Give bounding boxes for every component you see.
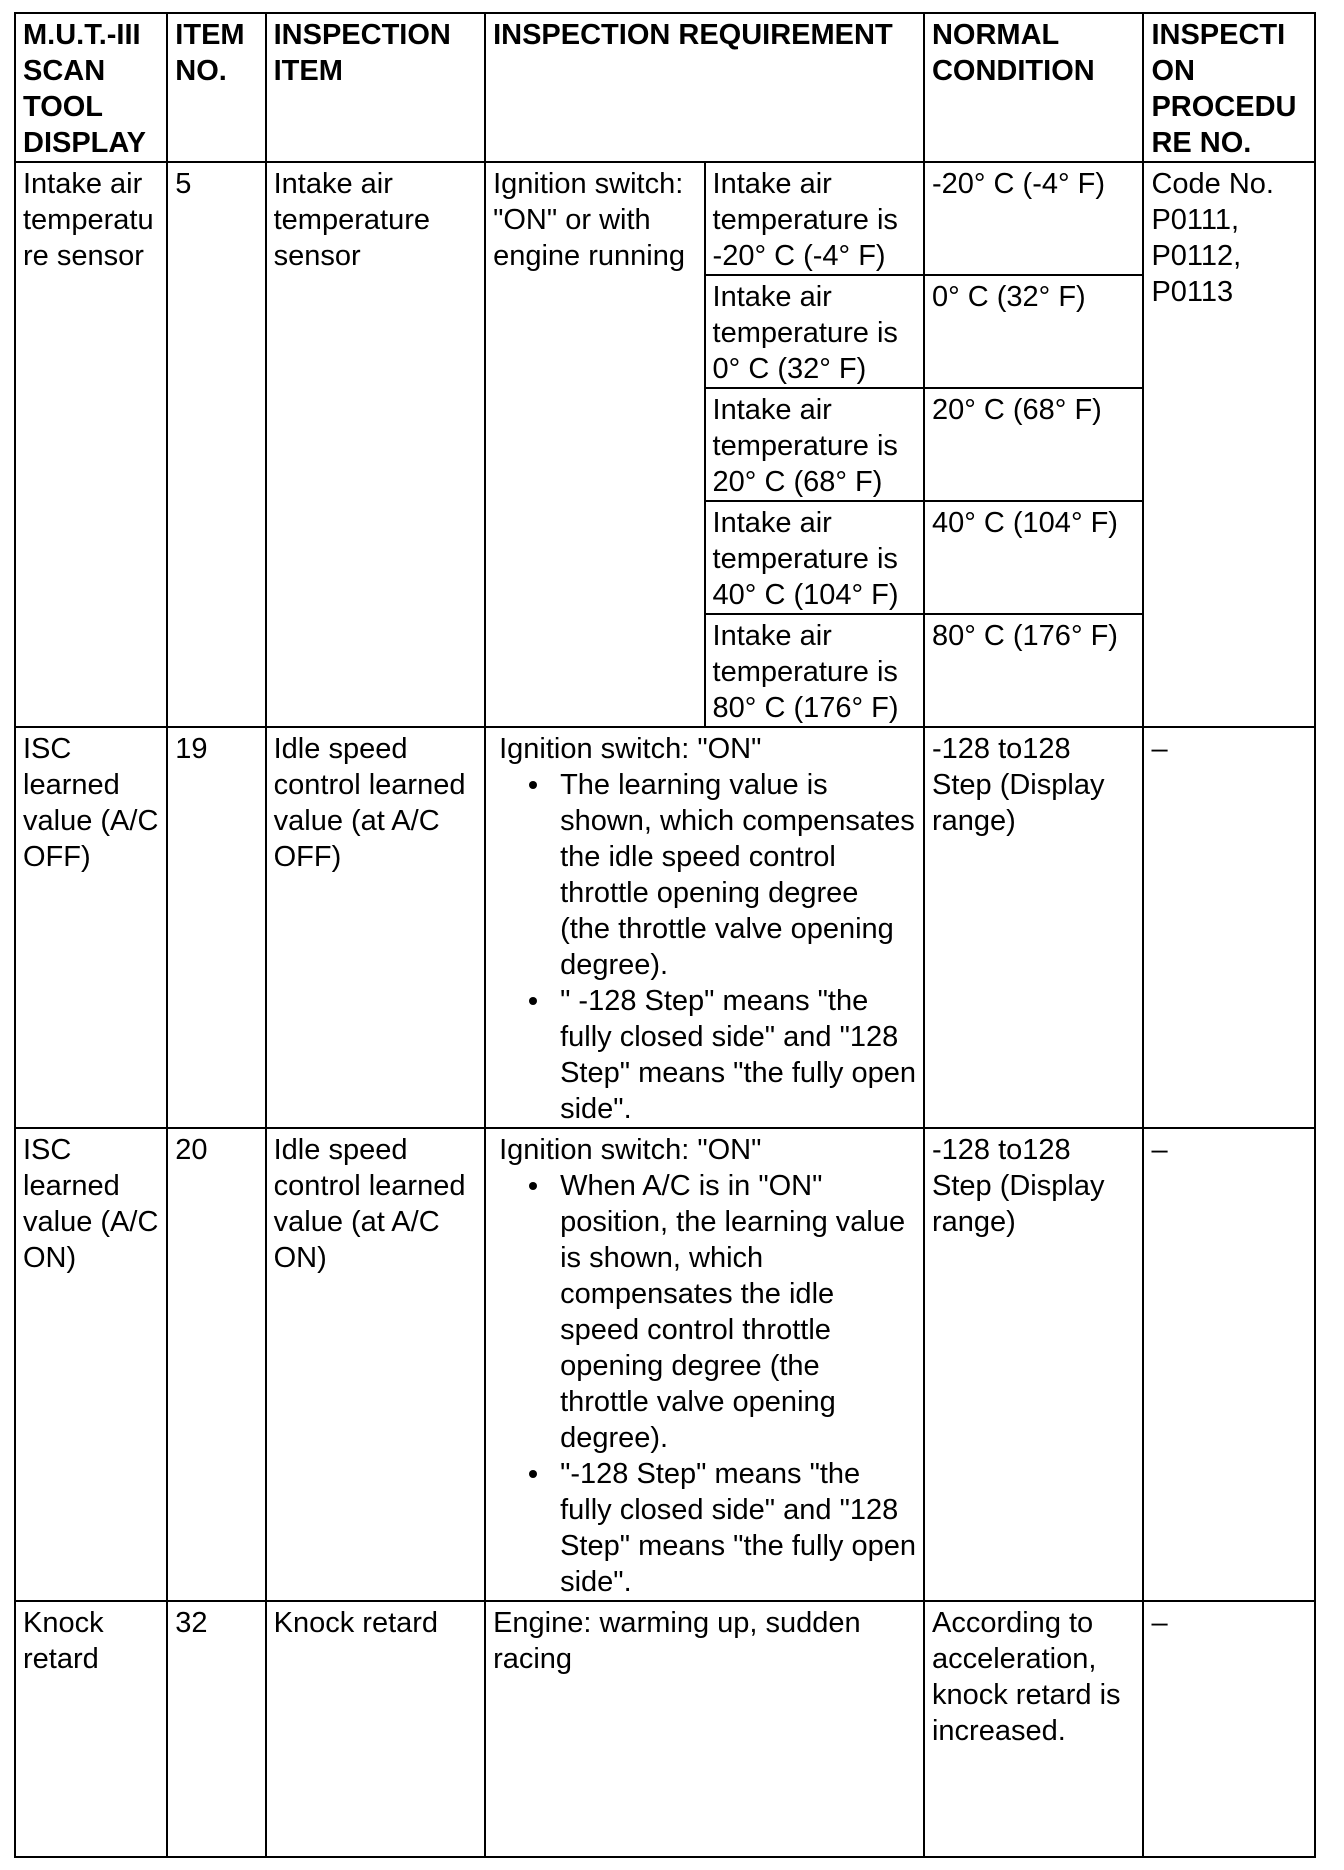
- cell-requirement: [485, 1128, 924, 1601]
- cell-requirement: Engine: warming up, sudden racing: [485, 1601, 924, 1857]
- header-procedure: INSPECTION PROCEDURE NO.: [1143, 13, 1315, 162]
- bullet-icon: [529, 997, 537, 1005]
- bullet-icon: [529, 1182, 537, 1190]
- cell-requirement: Ignition switch: "ON" or with engine running: [485, 162, 704, 727]
- bullet-icon: [529, 781, 537, 789]
- cell-item: Intake air temperature sensor: [266, 162, 485, 727]
- cell-normal: 20° C (68° F): [924, 388, 1143, 501]
- cell-sub-requirement: Intake air temperature is -20° C (-4° F): [705, 162, 924, 275]
- cell-item: Idle speed control learned value (at A/C ON): [266, 1128, 485, 1601]
- requirement-heading: Ignition switch: "ON": [499, 733, 762, 765]
- list-item: [560, 1456, 916, 1600]
- cell-normal: -128 to128 Step (Display range): [924, 1128, 1143, 1601]
- cell-normal: 0° C (32° F): [924, 275, 1143, 388]
- table-row: [15, 162, 1315, 275]
- cell-procedure: Code No. P0111, P0112, P0113: [1143, 162, 1315, 727]
- cell-item-no: 5: [167, 162, 265, 727]
- inspection-table: [14, 12, 1316, 1858]
- cell-display: ISC learned value (A/C OFF): [15, 727, 167, 1128]
- header-requirement: INSPECTION REQUIREMENT: [485, 13, 924, 162]
- list-item-text: "-128 Step" means "the fully closed side" and "128 Step" means "the fully open side".: [560, 1458, 916, 1598]
- requirement-list: [493, 1168, 916, 1600]
- header-item-no: ITEM NO.: [167, 13, 265, 162]
- cell-item-no: 32: [167, 1601, 265, 1857]
- cell-item-no: 19: [167, 727, 265, 1128]
- cell-item: Knock retard: [266, 1601, 485, 1857]
- table-row: [15, 1601, 1315, 1857]
- cell-display: Intake air temperature sensor: [15, 162, 167, 727]
- list-item-text: " -128 Step" means "the fully closed side" and "128 Step" means "the fully open side".: [560, 985, 916, 1125]
- list-item: [560, 983, 916, 1127]
- list-item-text: When A/C is in "ON" position, the learning value is shown, which compensates the idle speed control throttle opening degree (the throttle valve opening degree).: [560, 1170, 906, 1454]
- header-display: M.U.T.-III SCAN TOOL DISPLAY: [15, 13, 167, 162]
- list-item: [560, 1168, 916, 1456]
- cell-sub-requirement: Intake air temperature is 20° C (68° F): [705, 388, 924, 501]
- requirement-list: [493, 767, 916, 1127]
- cell-requirement: [485, 727, 924, 1128]
- cell-normal: According to acceleration, knock retard is increased.: [924, 1601, 1143, 1857]
- header-row: [15, 13, 1315, 162]
- cell-display: ISC learned value (A/C ON): [15, 1128, 167, 1601]
- cell-item: Idle speed control learned value (at A/C OFF): [266, 727, 485, 1128]
- list-item: [560, 767, 916, 983]
- header-item: INSPECTION ITEM: [266, 13, 485, 162]
- cell-normal: -20° C (-4° F): [924, 162, 1143, 275]
- cell-sub-requirement: Intake air temperature is 0° C (32° F): [705, 275, 924, 388]
- cell-normal: -128 to128 Step (Display range): [924, 727, 1143, 1128]
- cell-sub-requirement: Intake air temperature is 80° C (176° F): [705, 614, 924, 727]
- cell-procedure: –: [1143, 1128, 1315, 1601]
- table-row: [15, 1128, 1315, 1601]
- table-row: [15, 727, 1315, 1128]
- cell-procedure: –: [1143, 1601, 1315, 1857]
- cell-normal: 80° C (176° F): [924, 614, 1143, 727]
- list-item-text: The learning value is shown, which compensates the idle speed control throttle opening degree (the throttle valve opening degree).: [560, 769, 915, 981]
- cell-procedure: –: [1143, 727, 1315, 1128]
- header-normal: NORMAL CONDITION: [924, 13, 1143, 162]
- requirement-heading: Ignition switch: "ON": [499, 1134, 762, 1166]
- cell-normal: 40° C (104° F): [924, 501, 1143, 614]
- bullet-icon: [529, 1470, 537, 1478]
- cell-display: Knock retard: [15, 1601, 167, 1857]
- cell-item-no: 20: [167, 1128, 265, 1601]
- cell-sub-requirement: Intake air temperature is 40° C (104° F): [705, 501, 924, 614]
